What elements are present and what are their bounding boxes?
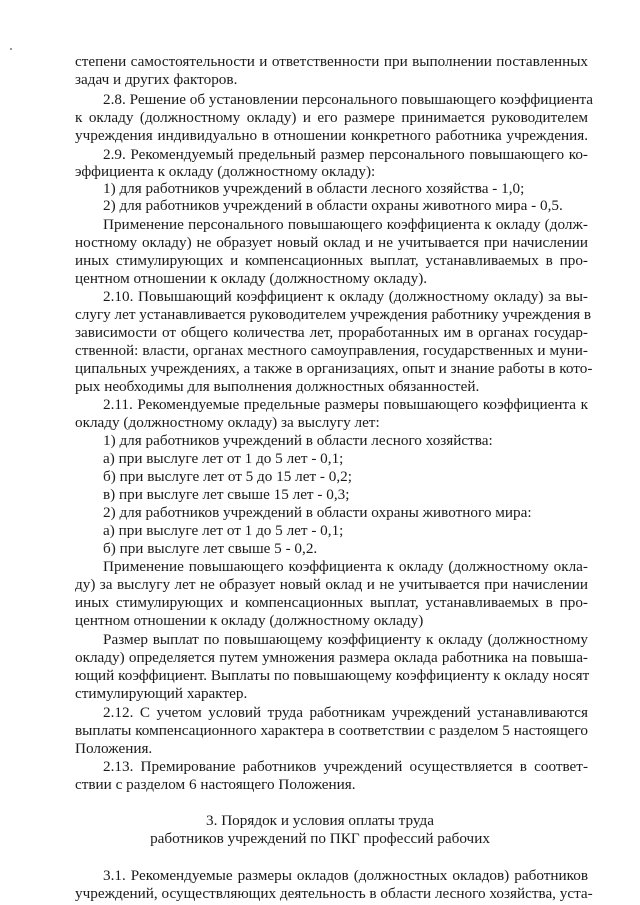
text-line: Размер выплат по повышающему коэффициенту к окладу (должностному xyxy=(103,631,588,648)
section-heading: 3. Порядок и условия оплаты труда xyxy=(206,812,434,829)
text-line: ствии с разделом 6 настоящего Положения. xyxy=(75,776,356,793)
text-line: ющий коэффициент. Выплаты по повышающему коэффициенту к окладу носят xyxy=(75,667,590,684)
list-item: 1) для работников учреждений в области лесного хозяйства: xyxy=(103,432,493,449)
text-line: Применение персонального повышающего коэффициента к окладу (долж- xyxy=(103,216,588,233)
text-line: стимулирующий характер. xyxy=(75,685,248,702)
paragraph-2-9: 2.9. Рекомендуемый предельный размер персонального повышающего ко- xyxy=(103,146,588,163)
text-line: рых необходимы для выполнения должностных обязанностей. xyxy=(75,378,480,395)
text-line: выплаты компенсационного характера в соответствии с разделом 5 настоящего xyxy=(75,722,588,739)
text-line: ду) за выслугу лет не образует новый оклад и не учитывается при начислении xyxy=(75,576,588,593)
list-item: а) при выслуге лет от 1 до 5 лет - 0,1; xyxy=(103,450,344,467)
text-line: ностному окладу) не образует новый оклад и не учитывается при начислении xyxy=(75,234,588,251)
list-item: 2) для работников учреждений в области охраны животного мира - 0,5. xyxy=(103,197,563,214)
paragraph-2-10: 2.10. Повышающий коэффициент к окладу (должностному окладу) за вы- xyxy=(103,288,588,305)
text-line: центном отношении к окладу (должностному окладу) xyxy=(75,612,424,629)
text-line: задач и других факторов. xyxy=(75,71,238,88)
list-item: а) при выслуге лет от 1 до 5 лет - 0,1; xyxy=(103,522,344,539)
text-line: учреждения индивидуально в отношении конкретного работника учреждения. xyxy=(75,127,588,144)
text-line: окладу (должностному окладу) за выслугу лет: xyxy=(75,414,380,431)
text-line: учреждений, осуществляющих деятельность в области лесного хозяйства, уста- xyxy=(75,885,593,902)
text-line: центном отношении к окладу (должностному окладу). xyxy=(75,270,428,287)
paragraph-3-1: 3.1. Рекомендуемые размеры окладов (должностных окладов) работников xyxy=(103,867,588,884)
text-line: Применение повышающего коэффициента к окладу (должностному окла- xyxy=(103,558,588,575)
section-heading-subtitle: работников учреждений по ПКГ профессий рабочих xyxy=(150,830,490,847)
text-line: ципальных учреждениях, а также в организациях, опыт и знание работы в кото- xyxy=(75,360,593,377)
text-line: зависимости от общего количества лет, проработанных им в органах государ- xyxy=(75,324,588,341)
text-line: иных стимулирующих и компенсационных выплат, устанавливаемых в про- xyxy=(75,252,588,269)
paragraph-2-8: 2.8. Решение об установлении персонального повышающего коэффициента xyxy=(103,91,594,108)
text-line: ственной: власти, органах местного самоуправления, государственных и муни- xyxy=(75,342,588,359)
text-line: эффициента к окладу (должностному окладу): xyxy=(75,163,376,180)
text-line: Положения. xyxy=(75,740,153,757)
text-line: к окладу (должностному окладу) и его размере принимается руководителем xyxy=(75,109,588,126)
text-line: степени самостоятельности и ответственности при выполнении поставленных xyxy=(75,53,588,70)
list-item: в) при выслуге лет свыше 15 лет - 0,3; xyxy=(103,486,350,503)
text-line: окладу) определяется путем умножения размера оклада работника на повыша- xyxy=(75,649,588,666)
paragraph-2-13: 2.13. Премирование работников учреждений осуществляется в соответ- xyxy=(103,758,588,775)
text-line: иных стимулирующих и компенсационных выплат, устанавливаемых в про- xyxy=(75,594,588,611)
paragraph-2-11: 2.11. Рекомендуемые предельные размеры повышающего коэффициента к xyxy=(103,396,588,413)
scan-speck xyxy=(10,48,12,50)
paragraph-2-12: 2.12. С учетом условий труда работникам учреждений устанавливаются xyxy=(103,704,588,721)
text-line: слугу лет устанавливается руководителем учреждения работнику учреждения в xyxy=(75,306,592,323)
list-item: 2) для работников учреждений в области охраны животного мира: xyxy=(103,504,532,521)
list-item: 1) для работников учреждений в области лесного хозяйства - 1,0; xyxy=(103,180,525,197)
list-item: б) при выслуге лет свыше 5 - 0,2. xyxy=(103,540,318,557)
list-item: б) при выслуге лет от 5 до 15 лет - 0,2; xyxy=(103,468,352,485)
